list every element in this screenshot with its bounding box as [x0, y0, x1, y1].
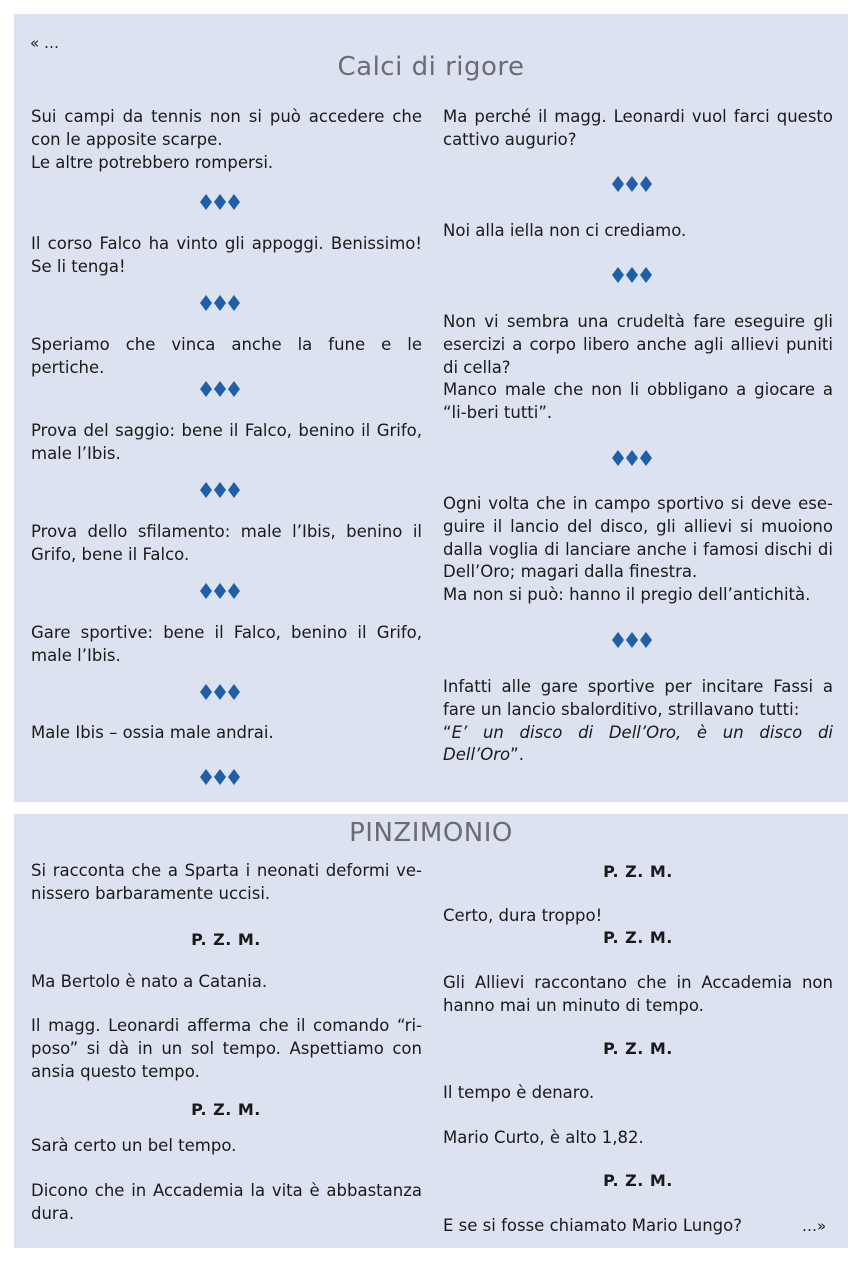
line: Il tempo è denaro.	[443, 1083, 595, 1102]
left-paragraph-2	[31, 233, 422, 279]
line: Non vi sembra una crudeltà fare eseguire gli esercizi a corpo libero anche agli allievi puniti di cella?	[443, 312, 833, 377]
diamond-separator-icon	[200, 684, 260, 702]
diamond-separator-icon	[200, 482, 260, 500]
pzm-label: P. Z. M.	[603, 928, 673, 947]
line: Gare sportive: bene il Falco, benino il Grifo, male l’Ibis.	[31, 623, 422, 665]
right-paragraph-1	[443, 905, 833, 928]
open-quote: « …	[30, 34, 59, 52]
quote-close: ”.	[510, 745, 524, 765]
left-paragraph-4	[31, 420, 422, 466]
diamond-separator-icon	[200, 583, 260, 601]
line: Sui campi da tennis non si può accedere che con le apposite scarpe.	[31, 107, 422, 149]
left-paragraph-5	[31, 1180, 422, 1226]
pzm-label: P. Z. M.	[191, 1100, 261, 1119]
left-paragraph-1	[31, 106, 422, 174]
diamond-separator-icon	[612, 450, 672, 468]
line: Noi alla iella non ci crediamo.	[443, 221, 687, 240]
calci-di-rigore-panel	[14, 14, 848, 802]
right-paragraph-2	[443, 972, 833, 1018]
line: E se si fosse chiamato Mario Lungo?	[443, 1216, 742, 1235]
pzm-label: P. Z. M.	[603, 1039, 673, 1058]
diamond-separator-icon	[612, 267, 672, 285]
diamond-separator-icon	[200, 381, 260, 399]
right-paragraph-4	[443, 493, 833, 607]
left-paragraph-4	[31, 1135, 422, 1158]
section-title-pinzimonio: PINZIMONIO	[349, 818, 513, 848]
line: Il magg. Leonardi afferma che il comando “ri-poso” si dà in un sol tempo. Aspettiamo con ansia questo tempo.	[31, 1016, 422, 1081]
line: Male Ibis – ossia male andrai.	[31, 723, 274, 742]
left-paragraph-6	[31, 622, 422, 668]
quote-open: “	[443, 722, 452, 742]
line: Si racconta che a Sparta i neonati deformi ve-nissero barbaramente uccisi.	[31, 861, 422, 903]
left-paragraph-3	[31, 1015, 422, 1083]
line: Ma Bertolo è nato a Catania.	[31, 972, 268, 991]
right-paragraph-3	[443, 1082, 833, 1105]
left-paragraph-1	[31, 860, 422, 906]
line: Mario Curto, è alto 1,82.	[443, 1128, 644, 1147]
right-paragraph-2	[443, 220, 833, 243]
italic-quote-line	[443, 722, 833, 768]
right-paragraph-3	[443, 311, 833, 425]
right-paragraph-5	[443, 676, 833, 767]
line: Manco male che non li obbligano a giocare a “li-beri tutti”.	[443, 380, 833, 423]
line: Sarà certo un bel tempo.	[31, 1136, 237, 1155]
line: Dicono che in Accademia la vita è abbastanza dura.	[31, 1181, 422, 1223]
line: Infatti alle gare sportive per incitare Fassi a fare un lancio sbalorditivo, strillavano tutti:	[443, 677, 833, 719]
section-title-calci-di-rigore: Calci di rigore	[337, 52, 525, 82]
line: Speriamo che vinca anche la fune e le pertiche.	[31, 335, 422, 377]
line: Le altre potrebbero rompersi.	[31, 152, 274, 172]
diamond-separator-icon	[612, 176, 672, 194]
right-paragraph-1	[443, 106, 833, 152]
italic-quote: E’ un disco di Dell’Oro, è un disco di Dell’Oro	[443, 722, 833, 765]
left-paragraph-7	[31, 722, 422, 745]
line: Certo, dura troppo!	[443, 906, 603, 925]
close-quote: …»	[802, 1217, 827, 1235]
diamond-separator-icon	[200, 194, 260, 212]
diamond-separator-icon	[200, 295, 260, 313]
line: Gli Allievi raccontano che in Accademia non hanno mai un minuto di tempo.	[443, 973, 833, 1015]
line: Il corso Falco ha vinto gli appoggi. Benissimo! Se li tenga!	[31, 234, 422, 276]
pzm-label: P. Z. M.	[603, 862, 673, 881]
line: Ma perché il magg. Leonardi vuol farci questo cattivo augurio?	[443, 107, 833, 149]
right-paragraph-4	[443, 1127, 833, 1150]
pzm-label: P. Z. M.	[191, 930, 261, 949]
line: Ogni volta che in campo sportivo si deve ese-guire il lancio del disco, gli allievi si muoiono dalla voglia di lanciare anche i famosi dischi di Dell’Oro; magari dalla finestra.	[443, 494, 833, 582]
diamond-separator-icon	[612, 632, 672, 650]
left-paragraph-3	[31, 334, 422, 380]
right-paragraph-5	[443, 1215, 773, 1238]
line: Prova del saggio: bene il Falco, benino il Grifo, male l’Ibis.	[31, 421, 422, 463]
diamond-separator-icon	[200, 769, 260, 787]
pzm-label: P. Z. M.	[603, 1171, 673, 1190]
left-paragraph-2	[31, 971, 422, 994]
left-paragraph-5	[31, 521, 422, 567]
line: Ma non si può: hanno il pregio dell’antichità.	[443, 585, 811, 605]
line: Prova dello sfilamento: male l’Ibis, benino il Grifo, bene il Falco.	[31, 522, 422, 564]
pinzimonio-panel	[14, 814, 848, 1248]
